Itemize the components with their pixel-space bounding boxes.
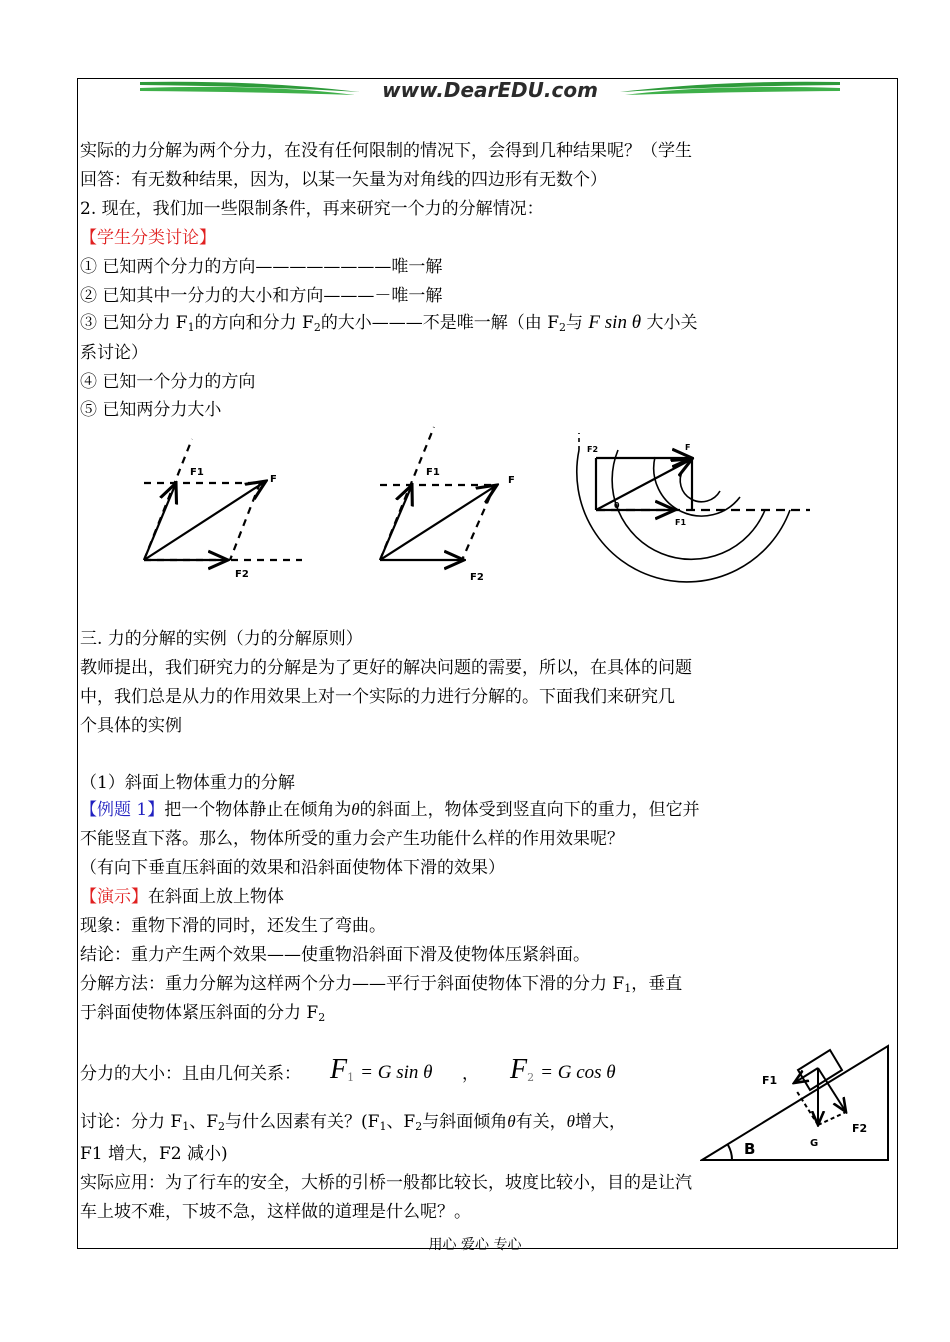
application-line-2: 车上坡不难，下坡不急，这样做的道理是什么呢？。: [80, 1202, 471, 1222]
para-line-3: 2. 现在，我们加一些限制条件，再来研究一个力的分解情况：: [80, 199, 544, 219]
incline-label-g: G: [810, 1138, 819, 1149]
formula-f1: $F_1 = G$ sin θ: [330, 1054, 433, 1085]
diagram-one-known: [380, 427, 497, 560]
para-line-1: 实际的力分解为两个分力，在没有任何限制的情况下，会得到几种结果呢？（学生: [80, 141, 692, 161]
banner-site-text: www.DearEDU.com: [382, 78, 598, 102]
method-line-2: 于斜面使物体紧压斜面的分力 $F_2$: [80, 1003, 326, 1024]
d1-label-f1: F1: [190, 467, 204, 478]
incline-label-angle: B: [744, 1140, 756, 1158]
formula-f2: $F_2 = G$ cos θ: [510, 1054, 616, 1085]
example-1-label: 【例题 1】: [80, 800, 165, 820]
para-line-2: 回答：有无数种结果，因为，以某一矢量为对角线的四边形有无数个）: [80, 170, 607, 190]
diagram-two-directions: [144, 439, 302, 560]
d1-label-f2: F2: [235, 569, 249, 580]
example-heading: （1）斜面上物体重力的分解: [80, 773, 295, 793]
example-1-line-1: 【例题 1】把一个物体静止在倾角为θ的斜面上，物体受到竖直向下的重力，但它并: [80, 800, 700, 820]
case-3-cont: 系讨论）: [80, 343, 148, 363]
diagram-magnitudes: [577, 433, 810, 582]
d3-label-f2: F2: [587, 445, 599, 454]
page-footer: 用心 爱心 专心: [428, 1237, 522, 1253]
incline-diagram: [700, 1040, 892, 1165]
case-3: ③ 已知分力 $F_1$的方向和分力 $F_2$的大小———不是唯一解（由 $F_2$与 F sin θ 大小关: [80, 312, 698, 334]
section-3-heading: 三. 力的分解的实例（力的分解原则）: [80, 629, 363, 649]
heading-discussion: 【学生分类讨论】: [80, 228, 216, 248]
case-2: ② 已知其中一分力的大小和方向———－唯一解: [80, 286, 443, 306]
d3-label-theta: θ: [614, 501, 620, 510]
section-3-para-3: 个具体的实例: [80, 716, 182, 736]
case-4: ④ 已知一个分力的方向: [80, 372, 256, 392]
discussion-line-1: 讨论：分力 $F_1$、$F_2$与什么因素有关？($F_1$、$F_2$与斜面倾角θ有关，θ增大，: [80, 1112, 626, 1133]
example-1-line-2: 不能竖直下落。那么，物体所受的重力会产生功能什么样的作用效果呢？: [80, 829, 624, 849]
incline-label-f1: F1: [762, 1074, 778, 1087]
site-banner: [140, 78, 840, 104]
example-1-answer: （有向下垂直压斜面的效果和沿斜面使物体下滑的效果）: [80, 858, 505, 878]
conclusion-line: 结论：重力产生两个效果——使重物沿斜面下滑及使物体压紧斜面。: [80, 945, 590, 965]
d1-label-f: F: [270, 474, 277, 485]
formula-comma: ，: [462, 1064, 479, 1084]
case-5: ⑤ 已知两分力大小: [80, 400, 222, 420]
d3-label-f: F: [685, 443, 691, 452]
application-line-1: 实际应用：为了行车的安全，大桥的引桥一般都比较长，坡度比较小，目的是让汽: [80, 1173, 692, 1193]
section-3-para-1: 教师提出，我们研究力的分解是为了更好的解决问题的需要，所以，在具体的问题: [80, 658, 692, 678]
demo-label: 【演示】: [80, 887, 148, 907]
d2-label-f2: F2: [470, 572, 484, 583]
incline-label-f2: F2: [852, 1122, 868, 1135]
d3-label-f1: F1: [675, 518, 687, 527]
method-line-1: 分解方法：重力分解为这样两个分力——平行于斜面使物体下滑的分力 $F_1$，垂直: [80, 974, 683, 995]
magnitude-line: 分力的大小：且由几何关系：: [80, 1064, 301, 1084]
phenomenon-line: 现象：重物下滑的同时，还发生了弯曲。: [80, 916, 386, 936]
section-3-para-2: 中，我们总是从力的作用效果上对一个实际的力进行分解的。下面我们来研究几: [80, 687, 675, 707]
decomposition-diagrams: [130, 425, 820, 600]
d2-label-f: F: [508, 475, 515, 486]
demo-line: 【演示】在斜面上放上物体: [80, 887, 284, 907]
d2-label-f1: F1: [426, 467, 440, 478]
discussion-line-2: F1 增大，F2 减小): [80, 1144, 228, 1164]
case-1: ① 已知两个分力的方向————————唯一解: [80, 257, 443, 277]
